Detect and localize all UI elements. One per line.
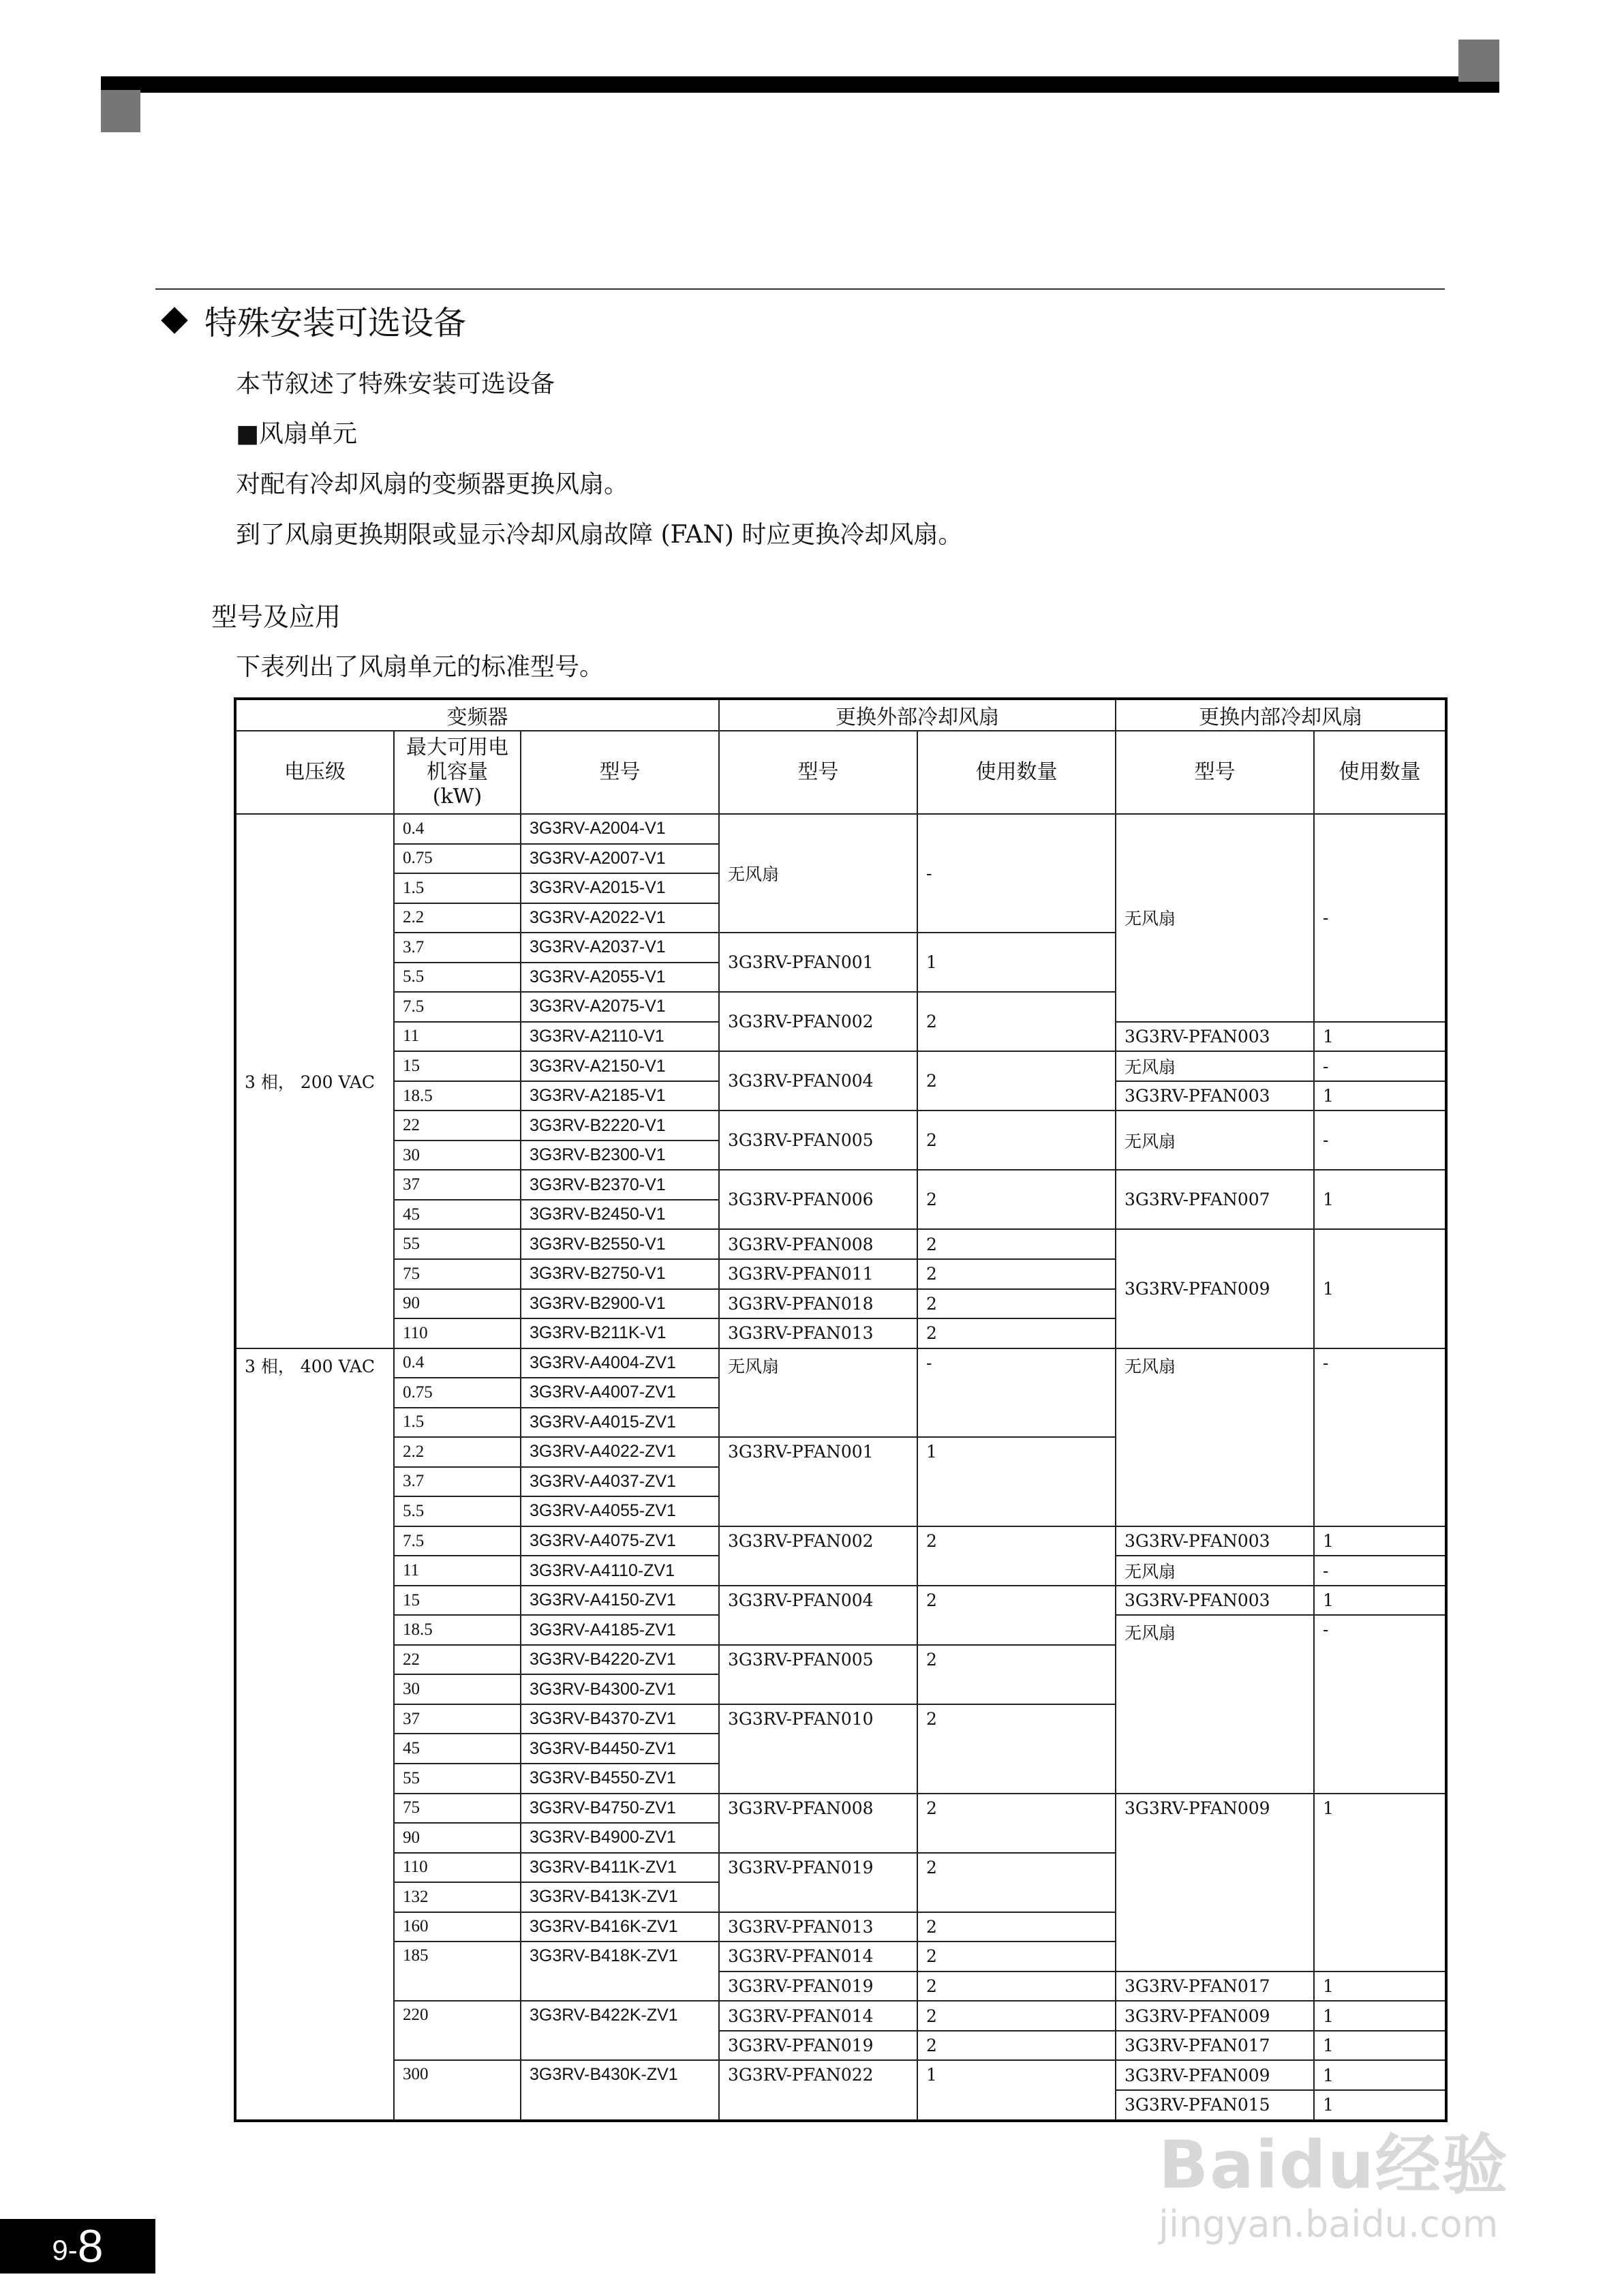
- table-row: 30 3G3RV-B2300-V1: [235, 1141, 1446, 1170]
- diamond-bullet-icon: [161, 307, 188, 334]
- table-caption: 下表列出了风扇单元的标准型号。: [236, 653, 605, 681]
- section-title-text: 特殊安装可选设备: [204, 304, 467, 342]
- table-row: 22 3G3RV-B4220-ZV1 3G3RV-PFAN005 2: [235, 1645, 1446, 1675]
- table-row: 15 3G3RV-A4150-ZV1 3G3RV-PFAN004 2 3G3RV-PFAN003 1: [235, 1586, 1446, 1616]
- section-rule: [155, 288, 1445, 290]
- table-row: 3.7 3G3RV-A4037-ZV1: [235, 1467, 1446, 1497]
- header-external-fan: 更换外部冷却风扇: [719, 699, 1116, 731]
- table-row: 300 3G3RV-B430K-ZV1 3G3RV-PFAN022 1 3G3RV-PFAN009 1: [235, 2060, 1446, 2090]
- table-row: 18.5 3G3RV-A4185-ZV1 无风扇 -: [235, 1615, 1446, 1645]
- table-row: 22 3G3RV-B2220-V1 3G3RV-PFAN005 2 无风扇 -: [235, 1111, 1446, 1141]
- table-row: 75 3G3RV-B4750-ZV1 3G3RV-PFAN008 2 3G3RV-PFAN009 1: [235, 1794, 1446, 1824]
- table-row: 160 3G3RV-B416K-ZV1 3G3RV-PFAN013 2: [235, 1912, 1446, 1942]
- header-int-model: 型号: [1116, 731, 1314, 814]
- header-ext-model: 型号: [719, 731, 917, 814]
- table-row: 75 3G3RV-B2750-V1 3G3RV-PFAN011 2: [235, 1259, 1446, 1289]
- table-row: 3G3RV-PFAN019 2 3G3RV-PFAN017 1: [235, 1972, 1446, 2002]
- header-voltage: 电压级: [235, 731, 394, 814]
- header-int-qty: 使用数量: [1314, 731, 1446, 814]
- header-square-left: [101, 90, 140, 132]
- table-row: 2.2 3G3RV-A4022-ZV1 3G3RV-PFAN001 1: [235, 1437, 1446, 1467]
- table-row: 110 3G3RV-B411K-ZV1 3G3RV-PFAN019 2: [235, 1853, 1446, 1883]
- fan-desc-2: 到了风扇更换期限或显示冷却风扇故障 (FAN) 时应更换冷却风扇。: [236, 521, 963, 549]
- watermark-url: jingyan.baidu.com: [1159, 2203, 1499, 2246]
- header-model: 型号: [521, 731, 719, 814]
- voltage-400: 3 相， 400 VAC: [235, 1348, 394, 2121]
- table-row: 90 3G3RV-B2900-V1 3G3RV-PFAN018 2: [235, 1289, 1446, 1319]
- table-row: 132 3G3RV-B413K-ZV1: [235, 1882, 1446, 1912]
- table-row: 7.5 3G3RV-A2075-V1 3G3RV-PFAN002 2: [235, 992, 1446, 1022]
- table-row: 110 3G3RV-B211K-V1 3G3RV-PFAN013 2: [235, 1318, 1446, 1348]
- table-row: 45 3G3RV-B4450-ZV1: [235, 1734, 1446, 1764]
- header-ext-qty: 使用数量: [917, 731, 1116, 814]
- header-bar: [101, 76, 1499, 93]
- voltage-200: 3 相， 200 VAC: [235, 814, 394, 1348]
- table-row: 90 3G3RV-B4900-ZV1: [235, 1823, 1446, 1853]
- header-inverter: 变频器: [235, 699, 719, 731]
- table-row: 220 3G3RV-B422K-ZV1 3G3RV-PFAN014 2 3G3RV-PFAN009 1: [235, 2001, 1446, 2031]
- fan-desc-1: 对配有冷却风扇的变频器更换风扇。: [236, 470, 629, 498]
- table-row: 7.5 3G3RV-A4075-ZV1 3G3RV-PFAN002 2 3G3RV-PFAN003 1: [235, 1526, 1446, 1556]
- table-row: 5.5 3G3RV-A2055-V1: [235, 963, 1446, 993]
- table-row: 3 相， 200 VAC 0.4 3G3RV-A2004-V1 无风扇 - 无风扇 -: [235, 814, 1446, 844]
- table-row: 15 3G3RV-A2150-V1 3G3RV-PFAN004 2 无风扇 -: [235, 1051, 1446, 1081]
- fan-unit-table: [234, 697, 1448, 2122]
- model-heading: 型号及应用: [211, 602, 341, 632]
- table-row: 3G3RV-PFAN019 2 3G3RV-PFAN017 1: [235, 2031, 1446, 2061]
- table-row: 5.5 3G3RV-A4055-ZV1: [235, 1496, 1446, 1526]
- table-row: 3 相， 400 VAC 0.4 3G3RV-A4004-ZV1 无风扇 - 无风扇 -: [235, 1348, 1446, 1378]
- table-row: 30 3G3RV-B4300-ZV1: [235, 1674, 1446, 1704]
- section-title: [158, 297, 466, 344]
- table-row: 1.5 3G3RV-A2015-V1: [235, 873, 1446, 903]
- table-row: 1.5 3G3RV-A4015-ZV1: [235, 1408, 1446, 1438]
- table-row: 45 3G3RV-B2450-V1: [235, 1200, 1446, 1230]
- table-row: 37 3G3RV-B4370-ZV1 3G3RV-PFAN010 2: [235, 1704, 1446, 1734]
- table-row: 3.7 3G3RV-A2037-V1 3G3RV-PFAN001 1: [235, 933, 1446, 963]
- table-row: 0.75 3G3RV-A4007-ZV1: [235, 1378, 1446, 1408]
- table-row: 55 3G3RV-B4550-ZV1: [235, 1764, 1446, 1794]
- header-internal-fan: 更换内部冷却风扇: [1116, 699, 1446, 731]
- table-row: 185 3G3RV-B418K-ZV1 3G3RV-PFAN014 2: [235, 1942, 1446, 1972]
- fan-heading: ■风扇单元: [236, 420, 358, 448]
- page-number: 9- 8: [0, 2219, 155, 2274]
- table-row: 2.2 3G3RV-A2022-V1: [235, 903, 1446, 933]
- table-row: 11 3G3RV-A4110-ZV1 无风扇 -: [235, 1556, 1446, 1586]
- header-capacity: 最大可用电 机容量 (kW): [394, 731, 521, 814]
- intro-text: 本节叙述了特殊安装可选设备: [236, 370, 555, 398]
- watermark-brand: Baidu经验: [1159, 2127, 1509, 2203]
- table-row: 11 3G3RV-A2110-V1 3G3RV-PFAN003 1: [235, 1022, 1446, 1052]
- table-row: 55 3G3RV-B2550-V1 3G3RV-PFAN008 2 3G3RV-PFAN009 1: [235, 1229, 1446, 1259]
- table-row: 0.75 3G3RV-A2007-V1: [235, 844, 1446, 874]
- watermark: [1159, 2113, 1540, 2250]
- header-square-right: [1458, 40, 1499, 82]
- table-row: 37 3G3RV-B2370-V1 3G3RV-PFAN006 2 3G3RV-PFAN007 1: [235, 1170, 1446, 1200]
- table-row: 3G3RV-PFAN015 1: [235, 2090, 1446, 2121]
- table-row: 18.5 3G3RV-A2185-V1 3G3RV-PFAN003 1: [235, 1081, 1446, 1111]
